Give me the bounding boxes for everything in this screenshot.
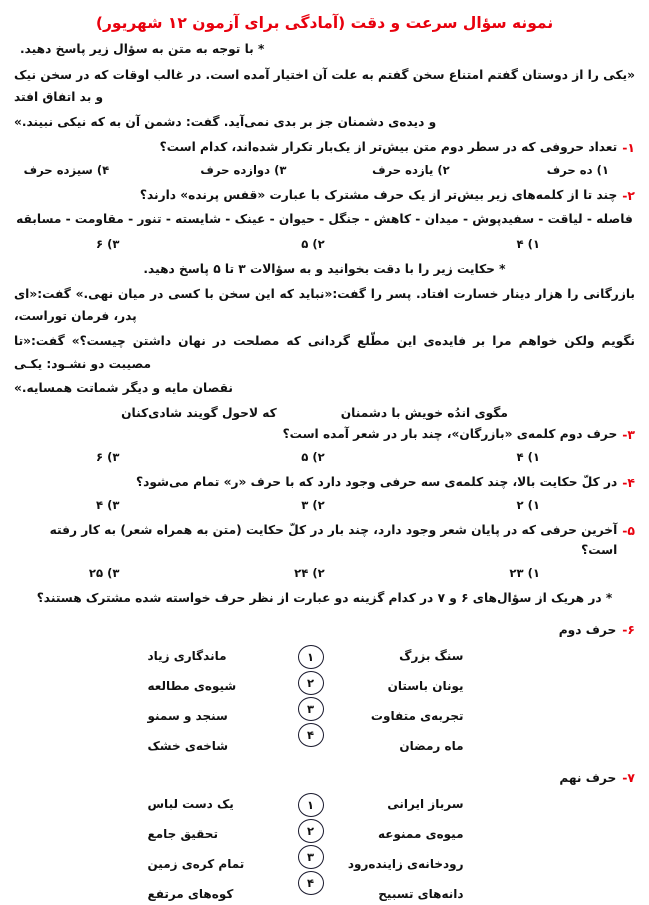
question-2 [14, 185, 635, 206]
question-7-label: حرف نهم [559, 770, 617, 785]
question-7-number: ۷- [622, 769, 635, 785]
question-5-options [14, 563, 635, 584]
instruction-second: * حکایت زیر را با دقت بخوانید و به سؤالات ۳ تا ۵ پاسخ دهید. [143, 261, 506, 276]
question-6-left-item-2[interactable]: شیوه‌ی مطالعه [147, 678, 237, 693]
instruction-first: * با توجه به متن به سؤال زیر پاسخ دهید. [20, 42, 265, 57]
question-6-option-marker-3[interactable]: ۳ [298, 697, 324, 721]
question-6-option-marker-2[interactable]: ۲ [298, 671, 324, 695]
question-5-option-2[interactable]: ۲) ۲۴ [294, 566, 325, 580]
question-3 [14, 424, 635, 445]
question-1-text: تعداد حروفی که در سطر دوم متن بیش‌تر از یک‌بار تکرار شده‌اند، کدام است؟ [159, 140, 618, 155]
question-7-right-column [338, 793, 508, 905]
question-4-option-2[interactable]: ۲) ۳ [301, 497, 325, 512]
question-3-option-1[interactable]: ۱) ۴ [516, 449, 540, 464]
question-6-left-item-4[interactable]: شاخه‌ی خشک [147, 738, 229, 753]
question-3-options [14, 447, 635, 468]
question-7-right-item-3[interactable]: رودخانه‌ی زاینده‌رود [347, 856, 464, 871]
question-7-right-item-1[interactable]: سرباز ایرانی [387, 796, 464, 811]
instruction-third: * در هریک از سؤال‌های ۶ و ۷ در کدام گزینه دو عبارت از نظر حرف خواسته شده مشترک هستند؟ [36, 590, 613, 605]
question-2-option-3[interactable]: ۳) ۶ [96, 236, 120, 251]
question-6-header [14, 619, 635, 641]
question-7-left-item-4[interactable]: کوه‌های مرتفع [147, 886, 234, 901]
page-title: نمونه سؤال سرعت و دقت (آمادگی برای آزمون ۱۲ شهریور) [95, 14, 554, 32]
question-6-option-marker-1[interactable]: ۱ [298, 645, 324, 669]
question-7-right-item-2[interactable]: میوه‌ی ممنوعه [378, 826, 464, 841]
question-1-options [14, 160, 635, 181]
question-4 [14, 472, 635, 493]
question-1-option-3[interactable]: ۳) دوازده حرف [200, 163, 287, 178]
question-7-option-marker-3[interactable]: ۳ [298, 845, 324, 869]
question-7-left-item-2[interactable]: تحقیق جامع [147, 826, 218, 841]
question-6-left-column [114, 645, 284, 757]
question-3-text: حرف دوم کلمه‌ی «بازرگان»، چند بار در شعر آمده است؟ [282, 426, 618, 441]
question-6-option-marker-4[interactable]: ۴ [298, 723, 324, 747]
question-2-options [14, 234, 635, 255]
question-2-number: ۲- [622, 188, 635, 204]
question-7-marker-column [284, 793, 338, 895]
question-6-marker-column [284, 645, 338, 747]
question-6-left-item-3[interactable]: سنجد و سمنو [147, 708, 228, 723]
question-4-number: ۴- [622, 474, 635, 490]
question-6-right-item-2[interactable]: یونان باستان [387, 678, 464, 693]
question-7-matching-grid [14, 793, 635, 905]
question-3-option-3[interactable]: ۳) ۶ [96, 449, 120, 464]
question-6-right-item-3[interactable]: تجربه‌ی متفاوت [370, 708, 464, 723]
question-1-option-1[interactable]: ۱) ده حرف [546, 163, 609, 178]
question-4-options [14, 495, 635, 516]
question-6-right-column [338, 645, 508, 757]
passage-two-line-3: نقصان مایه و دیگر شماتت همسایه.» [14, 381, 233, 396]
question-6-right-item-1[interactable]: سنگ بزرگ [399, 648, 464, 663]
question-3-number: ۳- [622, 426, 635, 442]
question-4-option-1[interactable]: ۱) ۲ [516, 497, 540, 512]
question-1 [14, 137, 635, 158]
question-5-number: ۵- [622, 522, 635, 538]
passage-two-line-1: بازرگانی را هزار دینار خسارت افتاد. پسر را گفت:«نباید که این سخن با کسی در میان نهی.» گفت:«ای پدر، فرمان توراست، [14, 286, 635, 324]
question-1-option-4[interactable]: ۴) سیزده حرف [23, 163, 110, 178]
question-5-option-1[interactable]: ۱) ۲۳ [509, 566, 540, 580]
question-5-text: آخرین حرفی که در پایان شعر وجود دارد، چند بار در کلّ حکایت (متن به همراه شعر) به کار رفته است؟ [49, 522, 618, 558]
verse-right-hemistich: مگوی اندُه خویش با دشمنان [340, 405, 508, 420]
question-7-left-column [114, 793, 284, 905]
question-6-right-item-4[interactable]: ماه رمضان [399, 738, 464, 753]
question-6-number: ۶- [622, 622, 635, 638]
question-7-right-item-4[interactable]: دانه‌های تسبیح [378, 886, 464, 901]
question-2-text: چند تا از کلمه‌های زیر بیش‌تر از یک حرف مشترک با عبارت «قفس پرنده» دارند؟ [139, 188, 618, 203]
question-4-text: در کلّ حکایت بالا، چند کلمه‌ی سه حرفی وجود دارد که با حرف «ر» تمام می‌شود؟ [136, 474, 618, 489]
question-2-option-2[interactable]: ۲) ۵ [301, 236, 325, 251]
question-7-header [14, 767, 635, 789]
question-3-option-2[interactable]: ۲) ۵ [301, 449, 325, 464]
question-7-left-item-3[interactable]: تمام کره‌ی زمین [147, 856, 245, 871]
question-7-option-marker-2[interactable]: ۲ [298, 819, 324, 843]
question-1-number: ۱- [622, 140, 635, 156]
passage-one-line-1: «یکی را از دوستان گفتم امتناع سخن گفتم به علت آن اختیار آمده است. در غالب اوقات که در سخن نیک و بد اتفاق افتد [14, 67, 635, 105]
question-6-matching-grid [14, 645, 635, 757]
verse-left-hemistich: که لاحول گویند شادی‌کنان [121, 405, 277, 420]
question-7-left-item-1[interactable]: یک دست لباس [147, 796, 234, 811]
question-6-label: حرف دوم [558, 623, 617, 638]
question-1-option-2[interactable]: ۲) یازده حرف [372, 163, 450, 178]
passage-one-line-2: و دیده‌ی دشمنان جز بر بدی نمی‌آید. گفت: دشمن آن به که نیکی نبیند.» [14, 114, 437, 129]
question-5 [14, 520, 635, 561]
passage-two-line-2: نگویم ولکن خواهم مرا بر فایده‌ی این مطّلع گردانی که مصلحت در نهان داشتن چیست؟» گفت:«تا مصیبت دو نشـود: یکـی [14, 333, 635, 371]
question-5-option-3[interactable]: ۳) ۲۵ [88, 566, 120, 580]
question-4-option-3[interactable]: ۳) ۴ [96, 497, 120, 512]
question-6-left-item-1[interactable]: ماندگاری زیاد [147, 648, 227, 663]
question-7-option-marker-4[interactable]: ۴ [298, 871, 324, 895]
question-2-word-list: فاصله - لیاقت - سفیدپوش - میدان - کاهش - جنگل - حیوان - عینک - شایسته - تنور - مقاومت - مسابقه [16, 212, 633, 227]
question-7-option-marker-1[interactable]: ۱ [298, 793, 324, 817]
question-2-option-1[interactable]: ۱) ۴ [516, 236, 540, 251]
verse-line [14, 406, 635, 420]
